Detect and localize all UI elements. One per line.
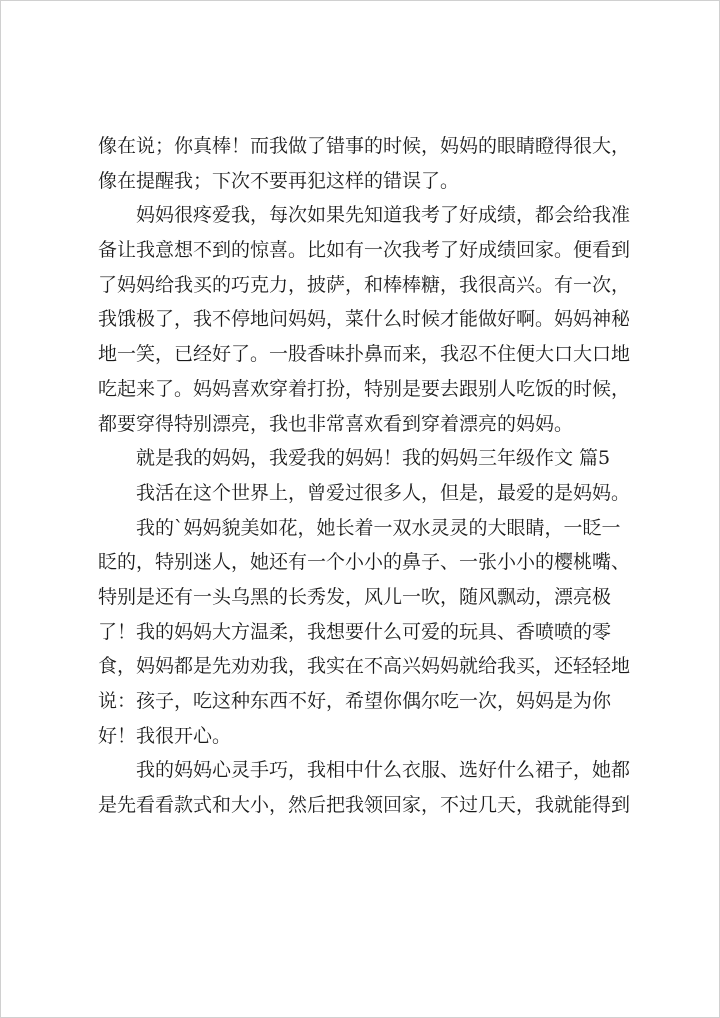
text-line: 特别是还有一头乌黑的长秀发，风儿一吹，随风飘动，漂亮极 — [98, 585, 612, 608]
text-line: 了！我的妈妈大方温柔，我想要什么可爱的玩具、香喷喷的零 — [98, 620, 612, 643]
text-line: 食，妈妈都是先劝劝我，我实在不高兴妈妈就给我买，还轻轻地 — [98, 655, 631, 678]
text-line: 吃起来了。妈妈喜欢穿着打扮，特别是要去跟别人吃饭的时候， — [98, 377, 631, 400]
text-line: 我活在这个世界上，曾爱过很多人，但是，最爱的是妈妈。 — [136, 481, 631, 504]
text-line: 地一笑，已经好了。一股香味扑鼻而来，我忍不住便大口大口地 — [98, 343, 631, 366]
text-line: 说：孩子，吃这种东西不好，希望你偶尔吃一次，妈妈是为你 — [98, 690, 612, 712]
text-line: 是先看看款式和大小，然后把我领回家，不过几天，我就能得到 — [98, 794, 631, 817]
text-line: 我的妈妈心灵手巧，我相中什么衣服、选好什么裙子，她都 — [136, 759, 631, 782]
text-line: 像在提醒我；下次不要再犯这样的错误了。 — [98, 169, 460, 192]
text-line: 都要穿得特别漂亮，我也非常喜欢看到穿着漂亮的妈妈。 — [98, 412, 574, 435]
text-line: 妈妈很疼爱我，每次如果先知道我考了好成绩，都会给我准 — [136, 204, 631, 227]
text-line: 好！我很开心。 — [98, 724, 232, 747]
text-line: 我饿极了，我不停地问妈妈，菜什么时候才能做好啊。妈妈神秘 — [98, 308, 631, 331]
text-line: 像在说；你真棒！而我做了错事的时候，妈妈的眼睛瞪得很大， — [98, 135, 631, 157]
text-line: 备让我意想不到的惊喜。比如有一次我考了好成绩回家。便看到 — [98, 239, 631, 262]
section-heading: 就是我的妈妈，我爱我的妈妈！我的妈妈三年级作文 篇5 — [136, 447, 611, 470]
text-line: 我的`妈妈貌美如花，她长着一双水灵灵的大眼睛，一眨一 — [136, 516, 621, 539]
text-line: 了妈妈给我买的巧克力，披萨，和棒棒糖，我很高兴。有一次， — [98, 273, 631, 296]
document-body — [98, 129, 632, 823]
text-line: 眨的，特别迷人，她还有一个小小的鼻子、一张小小的樱桃嘴、 — [98, 551, 631, 574]
